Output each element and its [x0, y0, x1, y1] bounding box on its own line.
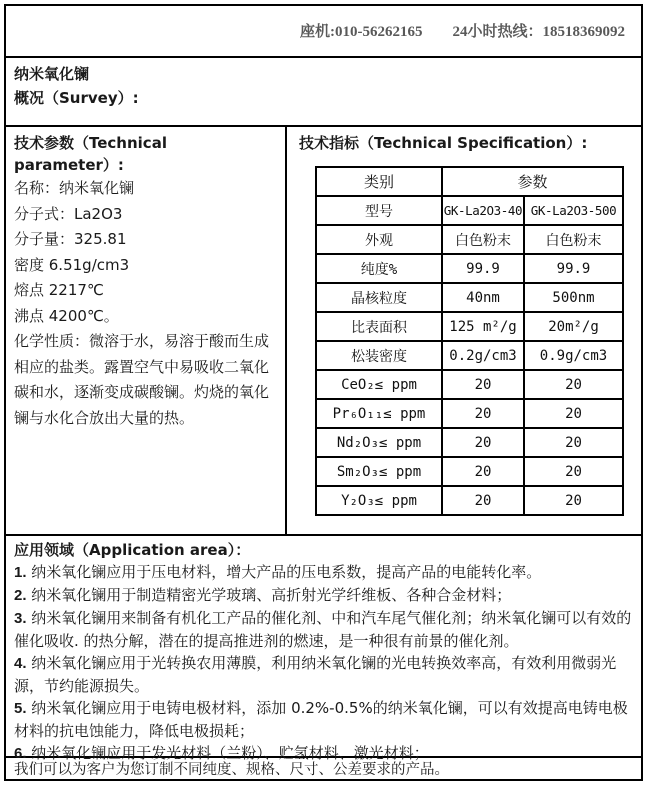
parameter-header-cell: 参数 [442, 167, 623, 196]
row-label-cell: Y₂O₃≤ ppm [316, 486, 442, 515]
value-cell-1: 白色粉末 [442, 225, 524, 254]
technical-specification-heading: 技术指标（Technical Specification）: [299, 134, 588, 153]
param-line-formula: 分子式：La2O3 [14, 204, 123, 223]
param-line-density: 密度 6.51g/cm3 [14, 255, 130, 274]
application-item-2 [14, 584, 633, 607]
value-cell-1: 40nm [442, 283, 524, 312]
item-number: 1. [14, 563, 27, 581]
item-text: 纳米氧化镧应用于压电材料，增大产品的压电系数，提高产品的电能转化率。 [31, 562, 542, 581]
row-label-cell: 晶核粒度 [316, 283, 442, 312]
product-datasheet [4, 4, 643, 781]
value-cell-2: 20 [524, 457, 623, 486]
value-cell-1: GK-La2O3-40 [442, 196, 524, 225]
application-item-5 [14, 697, 633, 742]
item-text: 纳米氧化镧应用于光转换农用薄膜，利用纳米氧化镧的光电转换效率高，有效利用微弱光源，节约能源损失。 [14, 653, 617, 695]
application-item-1 [14, 561, 633, 584]
item-text: 纳米氧化镧应用于发光材料（兰粉）、贮氢材料、激光材料； [31, 743, 429, 762]
row-label-cell: 外观 [316, 225, 442, 254]
param-line-boiling-point: 沸点 4200℃。 [14, 306, 119, 325]
value-cell-2: 500nm [524, 283, 623, 312]
hotline-number: 24小时热线：18518369092 [452, 24, 625, 41]
param-line-molar-mass: 分子量：325.81 [14, 230, 127, 249]
value-cell-1: 20 [442, 457, 524, 486]
item-number: 2. [14, 586, 27, 604]
value-cell-2: 0.9g/cm3 [524, 341, 623, 370]
table-header-row [316, 167, 623, 196]
value-cell-1: 20 [442, 399, 524, 428]
spec-table [315, 166, 624, 516]
row-label-cell: Nd₂O₃≤ ppm [316, 428, 442, 457]
table-row-pr6o11 [316, 399, 623, 428]
table-row-bulk-density [316, 341, 623, 370]
contact-header [6, 6, 641, 58]
table-row-purity [316, 254, 623, 283]
table-row-appearance [316, 225, 623, 254]
intro-section [6, 58, 641, 128]
row-label-cell: 比表面积 [316, 312, 442, 341]
param-line-name: 名称：纳米氧化镧 [14, 179, 135, 198]
table-row-nd2o3 [316, 428, 623, 457]
table-row-particle-size [316, 283, 623, 312]
value-cell-2: GK-La2O3-500 [524, 196, 623, 225]
application-area-section [6, 536, 641, 762]
technical-specification-section [287, 127, 641, 534]
table-row-ceo2 [316, 370, 623, 399]
item-number: 5. [14, 699, 27, 717]
item-text: 纳米氧化镧用来制备有机化工产品的催化剂、中和汽车尾气催化剂；纳米氧化镧可以有效的催化吸收. 的热分解，潜在的提高推进剂的燃速，是一种很有前景的催化剂。 [14, 608, 632, 650]
application-item-3 [14, 607, 633, 652]
item-text: 纳米氧化镧用于制造精密光学玻璃、高折射光学纤维板、各种合金材料； [31, 585, 512, 604]
value-cell-2: 20 [524, 428, 623, 457]
value-cell-1: 20 [442, 370, 524, 399]
item-number: 3. [14, 609, 27, 627]
value-cell-1: 20 [442, 486, 524, 515]
technical-parameters-section [6, 127, 287, 534]
table-row-y2o3 [316, 486, 623, 515]
row-label-cell: Pr₆O₁₁≤ ppm [316, 399, 442, 428]
param-line-melting-point: 熔点 2217℃ [14, 281, 104, 300]
value-cell-1: 20 [442, 428, 524, 457]
row-label-cell: Sm₂O₃≤ ppm [316, 457, 442, 486]
value-cell-1: 99.9 [442, 254, 524, 283]
value-cell-2: 20 [524, 486, 623, 515]
row-label-cell: 纯度% [316, 254, 442, 283]
row-label-cell: CeO₂≤ ppm [316, 370, 442, 399]
customization-note: 我们可以为客户为您订制不同纯度、规格、尺寸、公差要求的产品。 [14, 761, 449, 778]
value-cell-2: 99.9 [524, 254, 623, 283]
survey-heading: 概况（Survey）: [14, 88, 139, 107]
item-number: 6. [14, 744, 27, 762]
category-header-cell: 类别 [316, 167, 442, 196]
value-cell-2: 20 [524, 399, 623, 428]
item-number: 4. [14, 654, 27, 672]
table-row-surface-area [316, 312, 623, 341]
param-line-chemical-properties: 化学性质：微溶于水，易溶于酸而生成相应的盐类。露置空气中易吸收二氧化碳和水，逐渐变成碳酸镧。灼烧的氧化镧与水化合放出大量的热。 [14, 332, 270, 427]
row-label-cell: 型号 [316, 196, 442, 225]
table-row-sm2o3 [316, 457, 623, 486]
value-cell-2: 白色粉末 [524, 225, 623, 254]
customization-note-row [6, 758, 641, 779]
application-item-4 [14, 652, 633, 697]
application-area-heading: 应用领域（Application area）： [14, 540, 251, 559]
landline-number: 座机:010-56262165 [299, 24, 423, 41]
value-cell-2: 20m²/g [524, 312, 623, 341]
item-text: 纳米氧化镧应用于电铸电极材料，添加 0.2%-0.5%的纳米氧化镧，可以有效提高电铸电极材料的抗电蚀能力，降低电极损耗； [14, 698, 628, 740]
technical-parameters-heading: 技术参数（Technical parameter）: [14, 134, 167, 175]
columns-section [6, 127, 641, 536]
product-title: 纳米氧化镧 [14, 64, 90, 83]
value-cell-2: 20 [524, 370, 623, 399]
row-label-cell: 松装密度 [316, 341, 442, 370]
value-cell-1: 125 m²/g [442, 312, 524, 341]
value-cell-1: 0.2g/cm3 [442, 341, 524, 370]
table-row-model [316, 196, 623, 225]
